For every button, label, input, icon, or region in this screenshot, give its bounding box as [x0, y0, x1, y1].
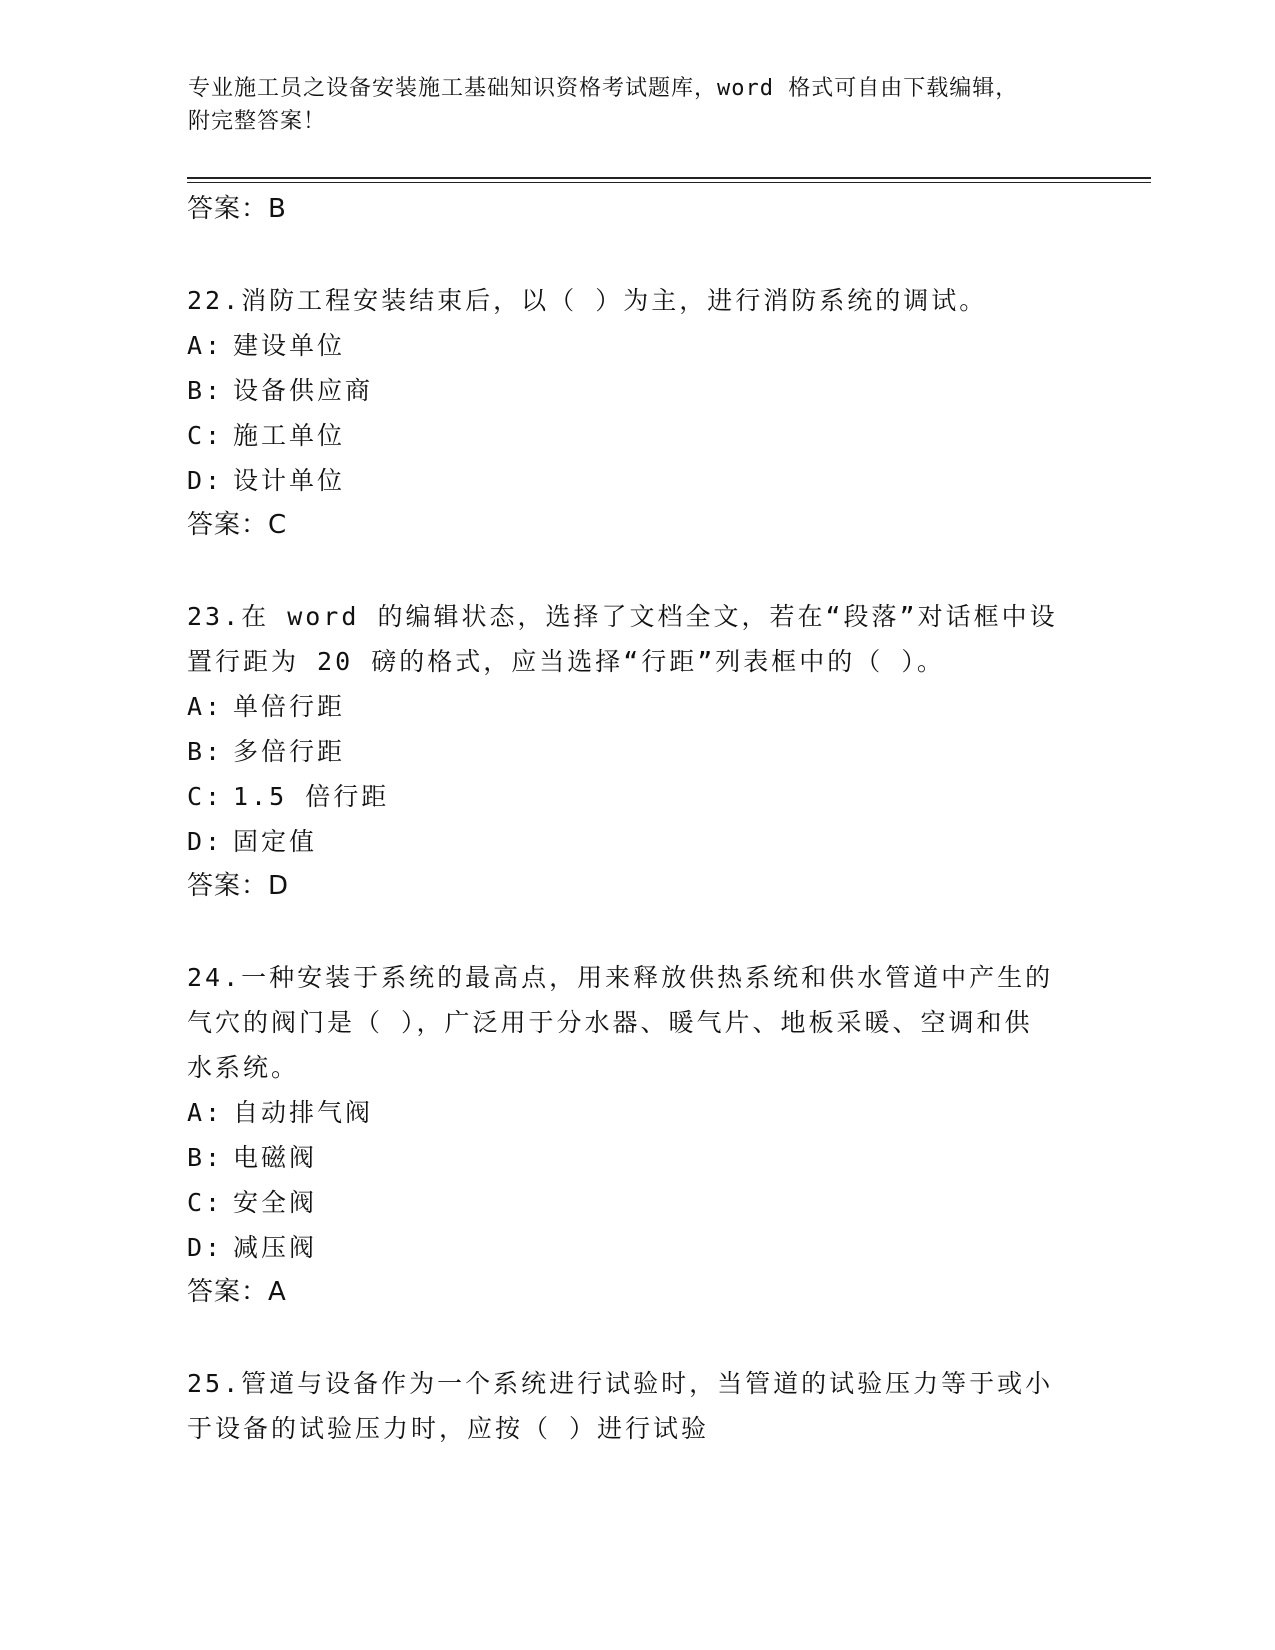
question-24-line-1: 24.一种安装于系统的最高点，用来释放供热系统和供水管道中产生的	[187, 963, 1054, 992]
question-22-option-d	[187, 458, 1087, 503]
option-text: 固定值	[233, 827, 318, 856]
question-24-option-a	[187, 1090, 1087, 1135]
option-text: 施工单位	[233, 421, 346, 450]
option-letter: D:	[187, 466, 224, 495]
option-letter: D:	[187, 1233, 224, 1262]
question-22	[187, 278, 1087, 548]
option-text: 1.5 倍行距	[233, 782, 390, 811]
question-25-line-1: 25.管道与设备作为一个系统进行试验时，当管道的试验压力等于或小	[187, 1369, 1054, 1398]
question-22-line-1: 22.消防工程安装结束后，以（ ）为主，进行消防系统的调试。	[187, 286, 988, 315]
option-text: 减压阀	[233, 1233, 318, 1262]
header-divider-thin	[187, 182, 1151, 183]
question-22-option-a	[187, 323, 1087, 368]
option-letter: A:	[187, 692, 224, 721]
question-24-option-d	[187, 1225, 1087, 1270]
question-23-option-b	[187, 729, 1087, 774]
header-divider-thick	[187, 177, 1151, 179]
question-23-line-2: 置行距为 20 磅的格式，应当选择“行距”列表框中的（ ）。	[187, 647, 945, 676]
option-text: 电磁阀	[233, 1143, 318, 1172]
option-letter: A:	[187, 1098, 224, 1127]
question-24-line-3: 水系统。	[187, 1053, 300, 1082]
question-24-answer: 答案：A	[187, 1277, 287, 1307]
question-24	[187, 955, 1087, 1315]
option-letter: A:	[187, 331, 224, 360]
option-letter: C:	[187, 1188, 224, 1217]
question-22-option-c	[187, 413, 1087, 458]
option-letter: B:	[187, 737, 224, 766]
question-22-answer: 答案：C	[187, 510, 288, 540]
option-text: 单倍行距	[233, 692, 346, 721]
question-23-option-d	[187, 819, 1087, 864]
option-text: 自动排气阀	[233, 1098, 374, 1127]
question-24-line-2: 气穴的阀门是（ ），广泛用于分水器、暖气片、地板采暖、空调和供	[187, 1008, 1033, 1037]
option-letter: B:	[187, 1143, 224, 1172]
question-23-answer: 答案：D	[187, 871, 290, 901]
page-header	[188, 72, 1088, 138]
answer-prev: 答案：B	[187, 194, 287, 224]
question-23-option-a	[187, 684, 1087, 729]
option-text: 设备供应商	[233, 376, 374, 405]
option-letter: C:	[187, 782, 224, 811]
question-25-line-2: 于设备的试验压力时，应按（ ）进行试验	[187, 1414, 710, 1443]
document-body	[187, 187, 1087, 1451]
header-title-line-2: 附完整答案！	[188, 109, 327, 134]
option-text: 多倍行距	[233, 737, 346, 766]
question-23-option-c	[187, 774, 1087, 819]
question-23-line-1: 23.在 word 的编辑状态，选择了文档全文，若在“段落”对话框中设	[187, 602, 1058, 631]
header-title-line-1: 专业施工员之设备安装施工基础知识资格考试题库，word 格式可自由下载编辑，	[188, 76, 1019, 101]
question-24-option-b	[187, 1135, 1087, 1180]
question-25	[187, 1361, 1087, 1451]
question-24-option-c	[187, 1180, 1087, 1225]
option-letter: D:	[187, 827, 224, 856]
option-letter: C:	[187, 421, 224, 450]
question-23	[187, 594, 1087, 909]
option-text: 建设单位	[233, 331, 346, 360]
option-letter: B:	[187, 376, 224, 405]
question-22-option-b	[187, 368, 1087, 413]
option-text: 安全阀	[233, 1188, 318, 1217]
option-text: 设计单位	[233, 466, 346, 495]
